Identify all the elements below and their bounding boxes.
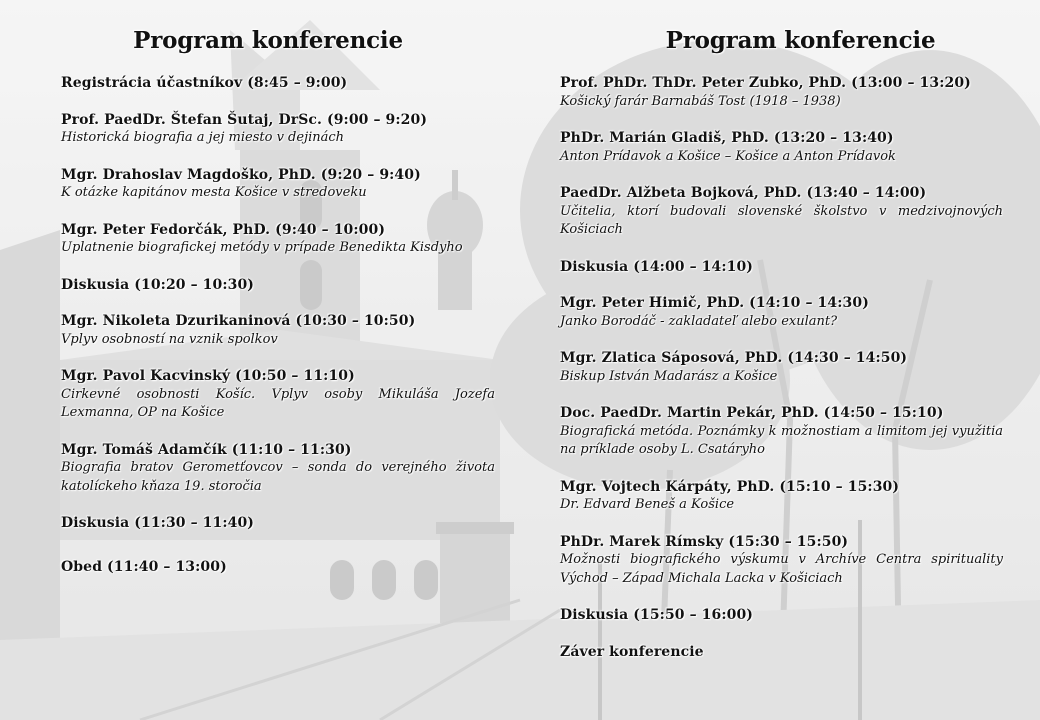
item-heading: Diskusia (10:20 – 10:30) [61, 276, 255, 293]
talk-title: Dr. Edvard Beneš a Košice [560, 497, 735, 512]
program-list [61, 74, 495, 576]
item-heading: Mgr. Zlatica Sáposová, PhD. (14:30 – 14:50) [560, 350, 908, 366]
program-item [61, 558, 495, 577]
talk-title: Vplyv osobností na vznik spolkov [61, 331, 278, 347]
program-item [560, 294, 1003, 331]
program-item [61, 441, 495, 497]
column-title: Program konferencie [133, 27, 403, 54]
item-heading: Diskusia (14:00 – 14:10) [560, 258, 754, 275]
program-item [61, 514, 495, 533]
program-item [560, 74, 1003, 111]
talk-title: Janko Borodáč - zakladateľ alebo exulant? [560, 313, 838, 329]
program-item [560, 533, 1003, 589]
item-heading: Prof. PaedDr. Štefan Šutaj, DrSc. (9:00 – 9:20) [61, 111, 428, 128]
talk-title: Cirkevné osobnosti Košíc. Vplyv osoby Mikuláša Jozefa Lexmanna, OP na Košice [61, 386, 495, 420]
talk-title: Biografia bratov Gerometťovcov – sonda do verejného života katolíckeho kňaza 19. storočia [61, 460, 495, 494]
program-item [61, 111, 495, 148]
item-heading: Diskusia (15:50 – 16:00) [560, 607, 754, 623]
program-item [560, 404, 1003, 460]
program-column-right [560, 0, 1003, 679]
program-item [560, 184, 1003, 240]
talk-title: Biografická metóda. Poznámky k možnostiam a limitom jej využitia na príklade osoby L. Csatáryho [560, 423, 1003, 457]
column-title: Program konferencie [665, 27, 936, 54]
item-heading: Mgr. Tomáš Adamčík (11:10 – 11:30) [61, 441, 352, 458]
program-item [560, 258, 1003, 277]
item-heading: Mgr. Pavol Kacvinský (10:50 – 11:10) [61, 368, 355, 384]
program-item [61, 166, 495, 203]
program-list [560, 74, 1003, 661]
item-heading: Diskusia (11:30 – 11:40) [61, 515, 255, 531]
talk-title: Biskup István Madarász a Košice [560, 368, 778, 384]
program-item [61, 276, 495, 295]
item-heading: Mgr. Nikoleta Dzurikaninová (10:30 – 10:50) [61, 313, 416, 329]
program-item [560, 606, 1003, 625]
item-heading: Mgr. Drahoslav Magdoško, PhD. (9:20 – 9:40) [61, 166, 421, 183]
program-item [61, 74, 495, 93]
talk-title: Učitelia, ktorí budovali slovenské školstvo v medzivojnových Košiciach [560, 203, 1003, 237]
item-heading: Mgr. Vojtech Kárpáty, PhD. (15:10 – 15:30) [560, 478, 900, 495]
talk-title: Možnosti biografického výskumu v Archíve Centra spirituality Východ – Západ Michala Lacka v Košiciach [560, 552, 1003, 586]
item-heading: Záver konferencie [560, 643, 704, 660]
program-item [61, 367, 495, 423]
program-item [61, 312, 495, 349]
item-heading: PaedDr. Alžbeta Bojková, PhD. (13:40 – 14:00) [560, 185, 927, 201]
item-heading: Registrácia účastníkov (8:45 – 9:00) [61, 75, 348, 91]
talk-title: Historická biografia a jej miesto v dejinách [61, 130, 345, 145]
talk-title: K otázke kapitánov mesta Košice v stredoveku [61, 185, 367, 200]
item-heading: Mgr. Peter Fedorčák, PhD. (9:40 – 10:00) [61, 221, 386, 238]
program-item [61, 221, 495, 258]
program-item [560, 643, 1003, 662]
item-heading: Prof. PhDr. ThDr. Peter Zubko, PhD. (13:00 – 13:20) [560, 75, 971, 91]
program-item [560, 478, 1003, 515]
talk-title: Košický farár Barnabáš Tost (1918 – 1938) [560, 93, 841, 109]
item-heading: Doc. PaedDr. Martin Pekár, PhD. (14:50 – 15:10) [560, 405, 944, 421]
program-item [560, 129, 1003, 166]
item-heading: PhDr. Marek Rímsky (15:30 – 15:50) [560, 533, 849, 550]
program-item [560, 349, 1003, 386]
program-column-left [61, 0, 495, 594]
item-heading: Obed (11:40 – 13:00) [61, 558, 227, 575]
item-heading: PhDr. Marián Gladiš, PhD. (13:20 – 13:40) [560, 130, 894, 146]
item-heading: Mgr. Peter Himič, PhD. (14:10 – 14:30) [560, 295, 869, 311]
talk-title: Uplatnenie biografickej metódy v prípade Benedikta Kisdyho [61, 240, 463, 255]
talk-title: Anton Prídavok a Košice – Košice a Anton Prídavok [560, 148, 896, 164]
